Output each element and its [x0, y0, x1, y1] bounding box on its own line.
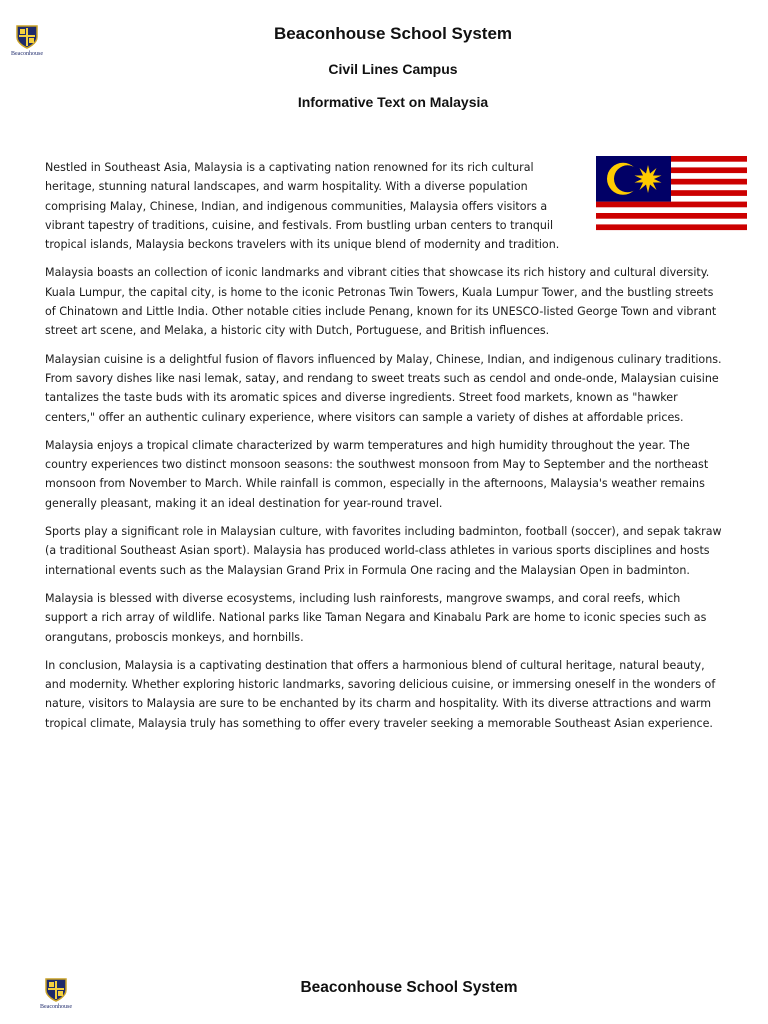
- paragraph-climate: Malaysia enjoys a tropical climate characterized by warm temperatures and high humidity throughout the year. The country experiences two distinct monsoon seasons: the southwest monsoon from May to September and the northeast monsoon from November to March. While rainfall is common, especially in the afternoons, Malaysia's weather remains generally pleasant, making it an ideal destination for year-round travel.: [45, 438, 709, 510]
- paragraph-sports: Sports play a significant role in Malaysian culture, with favorites including badminton, football (soccer), and sepak takraw (a traditional Southeast Asian sport). Malaysia has produced world-class athletes in various sports disciplines and hosts international events such as the Malaysian Grand Prix in Formula One racing and the Malaysian Open in badminton.: [45, 525, 722, 577]
- campus-heading: Civil Lines Campus: [328, 61, 458, 77]
- footer-logo-caption: Beaconhouse: [40, 1004, 72, 1010]
- logo-caption: Beaconhouse: [11, 51, 43, 57]
- paragraph-intro: Nestled in Southeast Asia, Malaysia is a captivating nation renowned for its rich cultural heritage, stunning natural landscapes, and warm hospitality. With a diverse population comprising Malay, Chinese, Indian, and indigenous communities, Malaysia offers visitors a vibrant tapestry of traditions, cuisine, and festivals. From bustling urban centers to tranquil tropical islands, Malaysia beckons travelers with its unique blend of modernity and tradition.: [45, 161, 560, 252]
- paragraph-landmarks: Malaysia boasts an collection of iconic landmarks and vibrant cities that showcase its rich history and cultural diversity. Kuala Lumpur, the capital city, is home to the iconic Petronas Twin Towers, Kuala Lumpur Tower, and the bustling streets of Chinatown and Little India. Other notable cities include Penang, known for its UNESCO-listed George Town and vibrant street art scene, and Melaka, a historic city with Dutch, Portuguese, and British influences.: [45, 266, 717, 338]
- page-title: Informative Text on Malaysia: [297, 94, 489, 110]
- paragraph-ecosystems: Malaysia is blessed with diverse ecosystems, including lush rainforests, mangrove swamps, and coral reefs, which support a rich array of wildlife. National parks like Taman Negara and Kinabalu Park are home to iconic species such as orangutans, proboscis monkeys, and hornbills.: [45, 591, 707, 644]
- footer-school-name: Beaconhouse School System: [300, 979, 518, 996]
- school-name-heading: Beaconhouse School System: [273, 24, 513, 43]
- paragraph-conclusion: In conclusion, Malaysia is a captivating destination that offers a harmonious blend of cultural heritage, natural beauty, and modernity. Whether exploring historic landmarks, savoring delicious cuisine, or immersing oneself in the wonders of nature, visitors to Malaysia are sure to be enchanted by its charm and hospitality. With its diverse attractions and warm tropical climate, Malaysia truly has something to offer every traveler seeking a memorable Southeast Asian experience.: [45, 658, 716, 730]
- paragraph-cuisine: Malaysian cuisine is a delightful fusion of flavors influenced by Malay, Chinese, Indian, and indigenous culinary traditions. From savory dishes like nasi lemak, satay, and rendang to sweet treats such as cendol and onde-onde, Malaysian cuisine tantalizes the taste buds with its aromatic spices and diverse ingredients. Street food markets, known as "hawker centers," offer an authentic culinary experience, where visitors can sample a variety of dishes at affordable prices.: [45, 352, 722, 424]
- article-body: [45, 158, 725, 742]
